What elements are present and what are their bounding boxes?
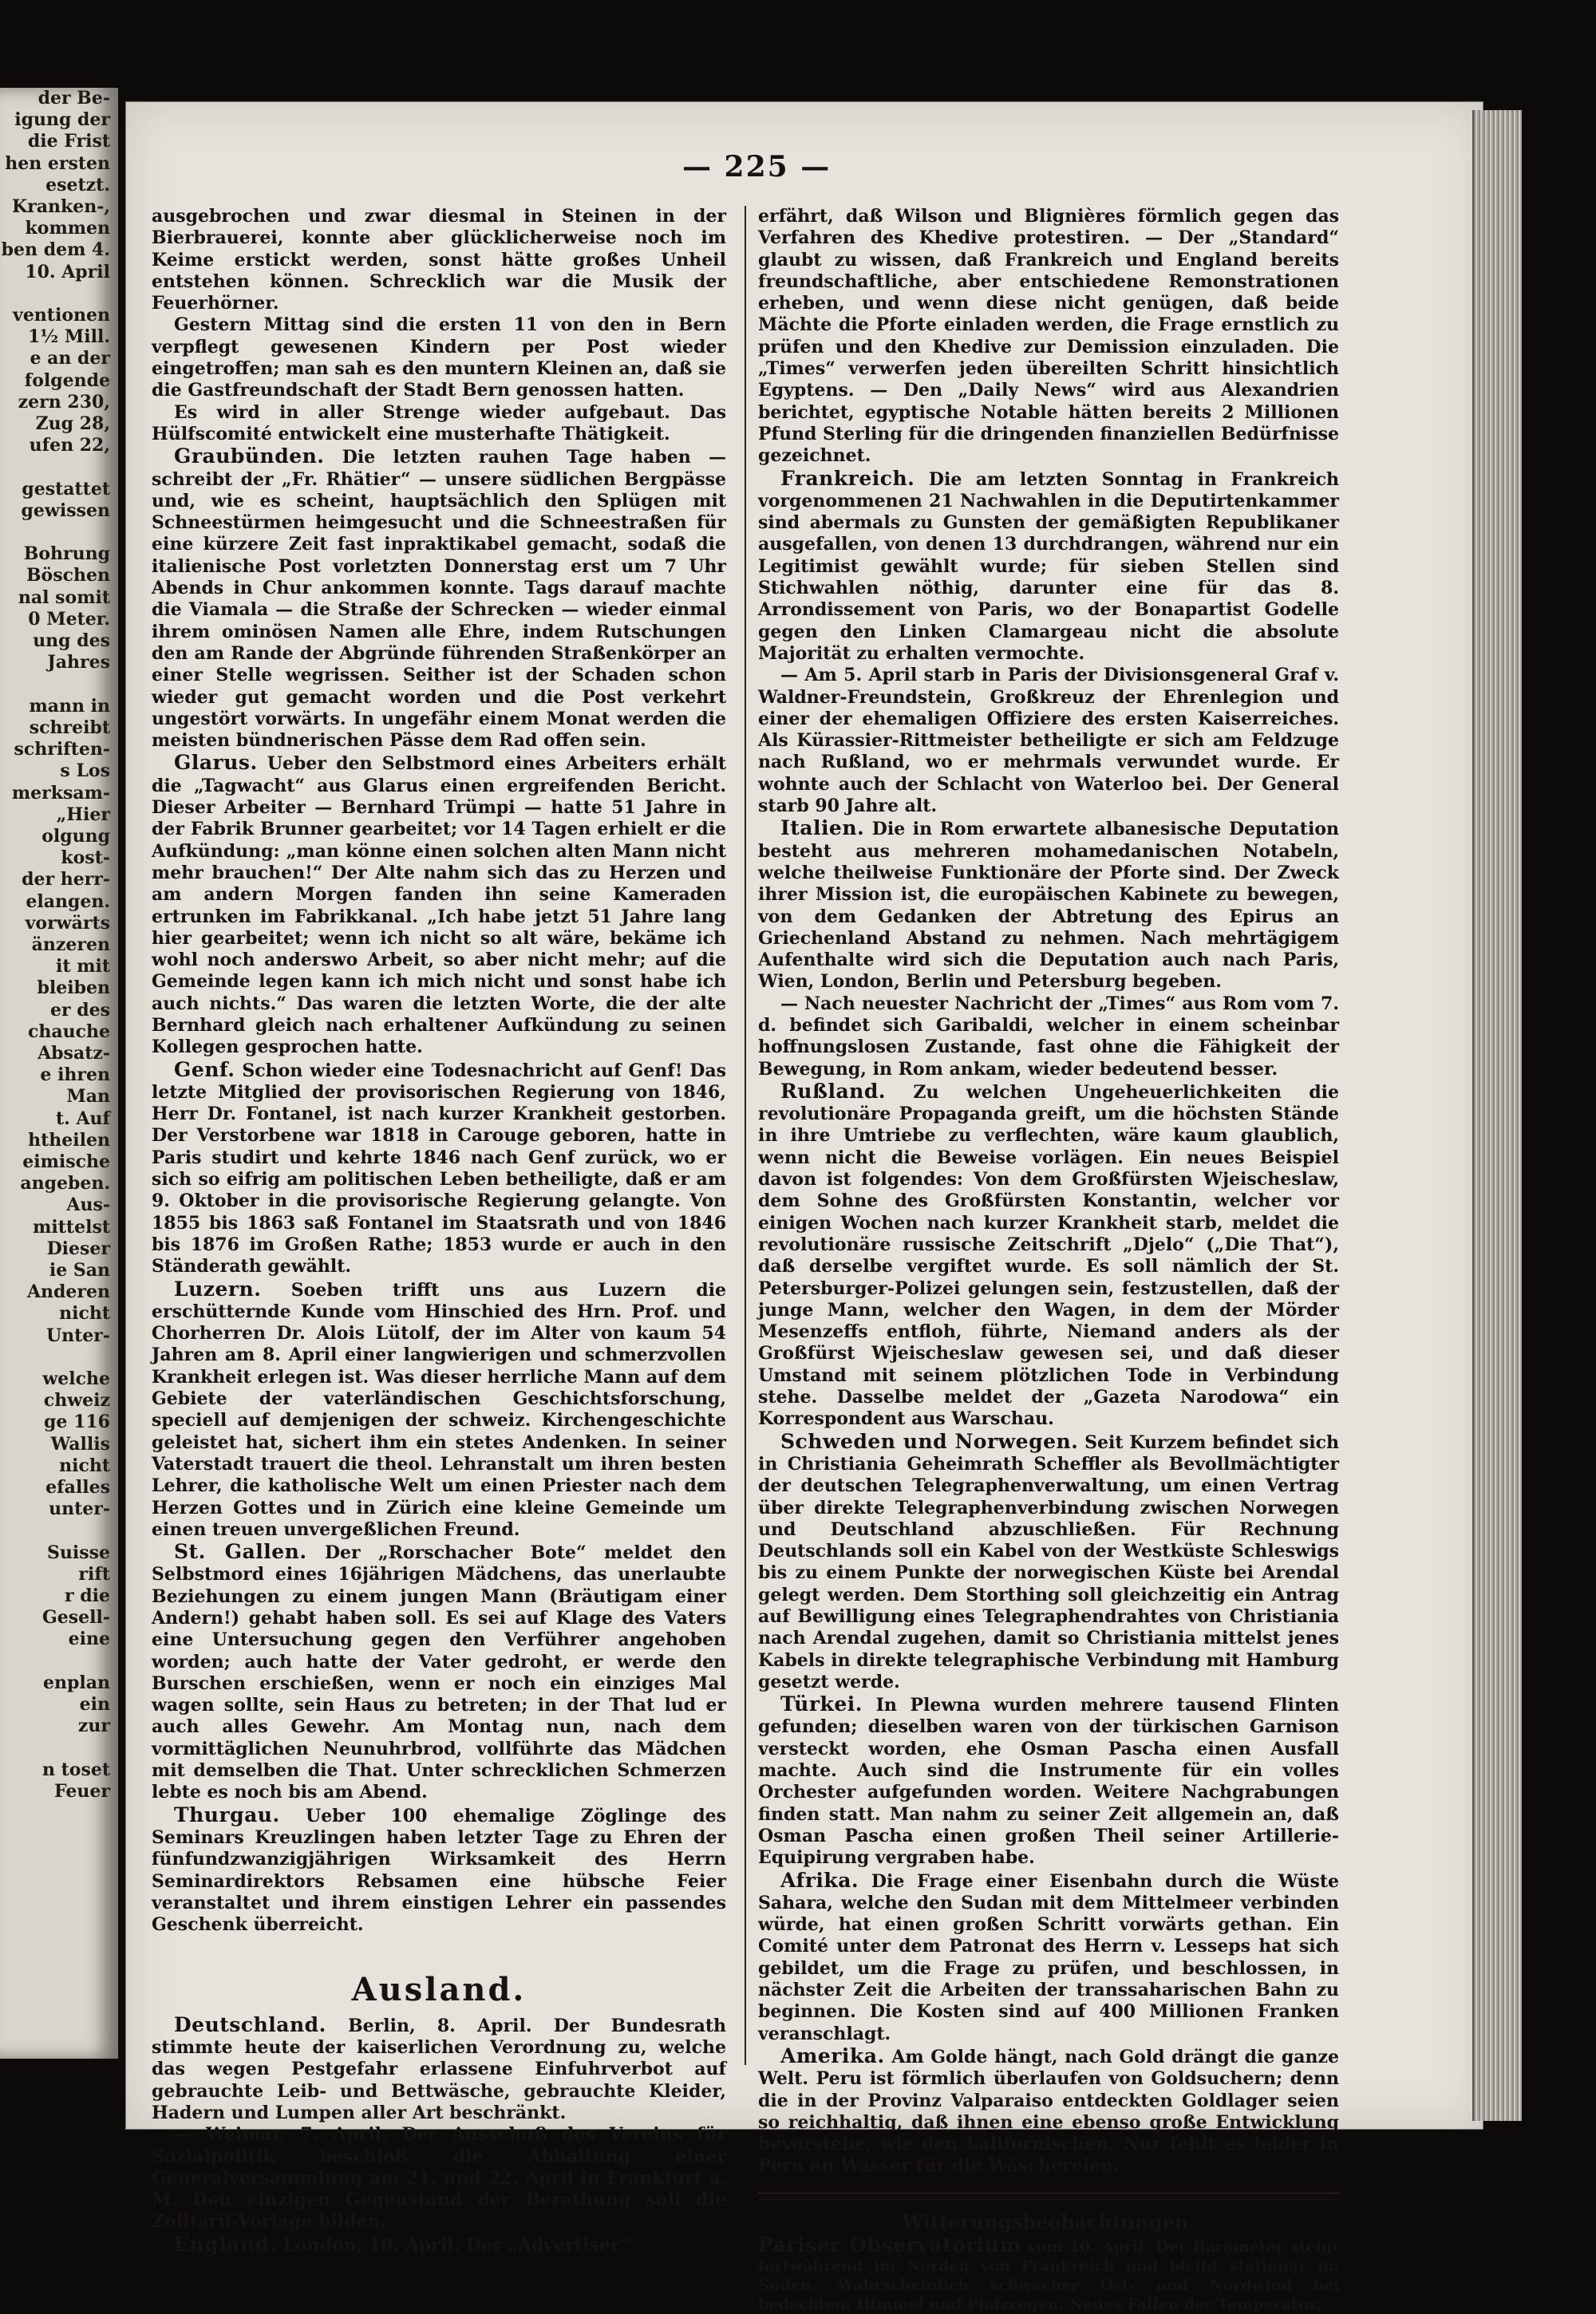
article-paragraph [152,2014,726,2124]
facing-page-line: der Be- [38,88,110,109]
facing-page-line: 0 Meter. [28,608,110,630]
weather-text: vom 10. April. Der Barometer steigt fortwährend im Norden von Frankreich und bleibt stationär im Süden. Wahrscheinlich schwacher Ost- und Nordwind bei bedecktem Himmel und Platzregen. Neues Fallen der Temperatur. [758,2238,1340,2314]
article-text: Ueber den Selbstmord eines Arbeiters erhält die „Tagwacht“ aus Glarus einen ergreifenden Bericht. Dieser Arbeiter — Bernhard Trümpi — hatte 51 Jahre in der Fabrik Brunner gearbeitet; vor 14 Tagen erhielt er die Aufkündung: „man könne einen solchen alten Mann nicht mehr brauchen!“ Der Alte nahm sich das zu Herzen und am andern Morgen fanden ihn seine Kameraden ertrunken im Fabrikkanal. „Ich habe jetzt 51 Jahre lang hier gearbeitet; wenn ich nicht so alt wäre, bekäme ich wohl noch anderswo Arbeit, so aber nicht mehr; auf die Gemeinde legen kann ich mich nicht und sonst habe ich auch nichts.“ Das waren die letzten Worte, die der alte Bernhard gleich nach erhaltener Aufkündung zu seinen Kollegen gesprochen hatte. [152,753,726,1058]
facing-page-line: ge 116 [44,1412,110,1433]
article-text: In Plewna wurden mehrere tausend Flinten gefunden; dieselben waren von der türkischen Garnison versteckt worden, ehe Osman Pascha einen Ausfall machte. Auch sind die Instrumente für ein volles Orchester aufgefunden worden. Weitere Nachgrabungen finden statt. Man nahm zu seiner Zeit allgemein an, daß Osman Pascha einen großen Theil seiner Artillerie-Equipirung vergraben habe. [758,1695,1339,1869]
facing-page-line: bleiben [37,977,110,999]
facing-page-line: hen ersten [5,152,110,174]
facing-page-line: Bohrung [23,543,110,565]
article-text: Die letzten rauhen Tage haben — schreibt der „Fr. Rhätier“ — unsere südlichen Bergpässe und, wie es scheint, hauptsächlich den Splügen mit Schneestürmen heimgesucht und die Schneestraßen für eine kürzere Zeit fast inpraktikabel gemacht, sodaß die italienische Post vorletzten Donnerstag erst um 7 Uhr Abends in Chur ankommen konnte. Tags darauf machte die Viamala — die Straße der Schrecken — wieder einmal ihrem ominösen Namen alle Ehre, indem Rutschungen den am Rande der Abgründe führenden Straßenkörper an einer Stelle wegrissen. Seither ist der Schaden schon wieder gut gemacht worden und die Post verkehrt ungestört vorwärts. In ungefähr einem Monat werden die meisten bündnerischen Pässe dem Rad offen sein. [152,447,726,752]
article-text: Berlin, 8. April. Der Bundesrath stimmte heute der kaiserlichen Verordnung zu, welche das wegen Pestgefahr erlassene Einfuhrverbot auf gebrauchte Leib- und Bettwäsche, gebrauchte Kleider, Hadern und Lumpen aller Art beschränkt. [152,2015,726,2123]
facing-page-line: vorwärts [25,912,110,934]
weather-box [758,2211,1339,2314]
article-paragraph [758,1693,1339,1869]
facing-page-line: elangen. [26,890,110,912]
article-text: ausgebrochen und zwar diesmal in Steinen in der Bierbrauerei, konnte aber glücklicherweise noch im Keime erstickt werden, sonst hätte großes Unheil entstehen können. Schrecklich war die Musik der Feuerhörner. [152,206,726,314]
facing-page-line: schreibt [29,717,110,738]
article-text: erfährt, daß Wilson und Blignières förmlich gegen das Verfahren des Khedive protestiren. — Der „Standard“ glaubt zu wissen, daß Frankreich und England bereits freundschaftliche, aber entschiedene Remonstrationen erheben, und wenn diese nicht genügen, daß beide Mächte die Pforte einladen werden, die Frage ernstlich zu prüfen und den Khedive zur Demission einzuladen. Die „Times“ verwerfen jeden übereilten Schritt hinsichtlich Egyptens. — Den „Daily News“ wird aus Alexandrien berichtet, egyptische Notable hätten bereits 2 Millionen Pfund Sterling für die dringenden finanziellen Bedürfnisse gezeichnet. [758,206,1339,467]
facing-page-line: Aus- [66,1195,110,1216]
double-rule [758,2192,1339,2200]
article-keyword: England. [174,2232,277,2256]
facing-page-line: änzeren [31,934,110,955]
article-keyword: Deutschland. [174,2012,326,2036]
facing-page-line: igung der [14,109,110,131]
facing-page-line: Zug 28, [35,413,110,435]
facing-page-line: gestattet [22,478,110,500]
facing-page-line: it mit [56,956,110,977]
article-keyword: St. Gallen. [174,1540,307,1564]
facing-page-line: ventionen [13,305,110,326]
article-text: — Nach neuester Nachricht der „Times“ aus Rom vom 7. d. befindet sich Garibaldi, welcher in einem scheinbar hoffnungslosen Zustande, fast ohne die Fähigkeit der Bewegung, in Rom ankam, wieder bedeutend besser. [758,993,1339,1080]
article-keyword: Türkei. [780,1692,863,1716]
facing-page-line: 10. April [25,261,110,282]
article-paragraph [152,2124,726,2233]
weather-paragraph [758,2233,1340,2314]
article-text: Ueber 100 ehemalige Zöglinge des Seminars Kreuzlingen haben letzter Tage zu Ehren der fünfundzwanzigjährigen Wirksamkeit des Herrn Seminardirektors Rebsamen eine hübsche Feier veranstaltet und ihrem einstigen Lehrer ein passendes Geschenk überreicht. [152,1805,726,1936]
facing-page-line: mann in [29,695,110,717]
facing-page-line: rift [78,1563,110,1585]
facing-page-text [0,88,118,1803]
article-paragraph [152,1541,726,1804]
article-keyword: Italien. [780,816,865,840]
facing-page-line: Anderen [26,1281,110,1303]
article-keyword: Frankreich. [780,466,915,490]
article-text: Die am letzten Sonntag in Frankreich vorgenommenen 21 Nachwahlen in die Deputirtenkammer sind abermals zu Gunsten der gemäßigten Republikaner ausgefallen, von denen 13 durchdrangen, während nur ein Legitimist gewählt wurde; für sieben Stellen sind Stichwahlen nöthig, darunter eine für das 8. Arrondissement von Paris, wo der Bonapartist Godelle gegen den Linken Clamargeau nicht die absolute Majorität zu erhalten vermochte. [758,468,1339,664]
facing-page-line: chauche [27,1021,110,1042]
facing-page-line: e an der [30,348,110,369]
facing-page-line: chweiz [43,1390,110,1412]
article-text: — Am 5. April starb in Paris der Divisionsgeneral Graf v. Waldner-Freundstein, Großkreuz der Ehrenlegion und einer der ehemaligen Offiziere des ersten Kaiserreiches. Als Kürassier-Rittmeister betheiligte er sich am Feldzuge nach Rußland, wo er mehrmals verwundet wurde. Er wohnte auch der Schlacht von Waterloo bei. Der General starb 90 Jahre alt. [758,665,1339,817]
article-paragraph [152,402,726,446]
facing-page-line: Böschen [26,565,110,586]
facing-page-line: s Los [60,760,110,782]
right-column [758,206,1339,2314]
article-text: Der „Rorschacher Bote“ meldet den Selbstmord eines 16jährigen Mädchens, das unerlaubte Beziehungen zu einem jungen Mann (Bräutigam einer Andern!) gehabt haben soll. Es sei auf Klage des Vaters eine Untersuchung gegen den Verführer angehoben worden; auch hatte der Vater gedroht, er werde den Burschen erschießen, wenn er noch ein einziges Mal wagen sollte, sein Haus zu betreten; in der That lud er auch alles Gewehr. Am Montag nun, nach dem vormittäglichen Neunuhrbrod, vollführte das Mädchen mit demselben die That. Unter schrecklichen Schmerzen lebte es noch bis am Abend. [152,1542,726,1803]
facing-page-line: enplan [43,1672,110,1693]
article-keyword: Luzern. [174,1277,262,1301]
facing-page-line: gewissen [21,500,110,521]
article-keyword: Glarus. [174,751,258,775]
facing-page-line: angeben. [20,1173,110,1195]
article-paragraph [152,1278,726,1542]
facing-page-line: die Frist [27,131,110,152]
article-paragraph [152,1804,726,1937]
facing-page-line: n toset [41,1759,110,1780]
article-paragraph [758,665,1339,817]
facing-page-line: t. Auf [55,1108,110,1129]
article-keyword: Genf. [174,1057,235,1081]
article-paragraph [758,468,1339,665]
facing-page-line: Absatz- [38,1042,110,1064]
weather-keyword: Pariser Observatorium [758,2233,1021,2257]
facing-page-line: r die [65,1585,110,1607]
article-text: Seit Kurzem befindet sich in Christiania Geheimrath Scheffler als Bevollmächtigter der deutschen Telegraphenverwaltung, um einen Vertrag über direkte Telegraphenverbindung zwischen Norwegen und Deutschland abzuschließen. Für Rechnung Deutschlands soll ein Kabel von der Westküste Schleswigs bis zu einem Punkte der norwegischen Küste bei Arendal gelegt werden. Dem Storthing soll gleichzeitig ein Antrag auf Bewilligung eines Telegraphendrahtes von Christiania nach Arendal zugehen, damit so Christiania mittelst jenes Kabels in direkte telegraphische Verbindung mit Hamburg gesetzt werde. [758,1431,1339,1692]
article-text: London, 10. April. Der „Advertiser“ [276,2234,630,2256]
column-rule [745,206,746,2065]
article-text: Die in Rom erwartete albanesische Deputation besteht aus mehreren mohamedanischen Notabeln, welche theilweise Funktionäre der Pforte sind. Der Zweck ihrer Mission ist, die europäischen Kabinete zu bewegen, von dem Gedanken der Abtretung des Epirus an Griechenland Abstand zu nehmen. Nach mehrtägigem Aufenthalte wird sich die Deputation auch nach Paris, Wien, London, Berlin und Petersburg begeben. [758,819,1339,993]
facing-page-line: zur [77,1716,110,1737]
facing-page-line: Feuer [54,1780,110,1802]
facing-page-line [0,1737,118,1759]
article-text: Am Golde hängt, nach Gold drängt die ganze Welt. Peru ist förmlich überlaufen von Goldsuchern; denn die in der Provinz Valparaiso entdeckten Goldlager seien so reichhaltig, daß ihnen eine ebenso große Entwicklung bevorstehe, wie den kalifornischen. Nur fehlt es leider in Peru an Wasser für die Wäschereien. [758,2046,1339,2177]
facing-page-line: kommen [25,218,110,239]
facing-page-line: Jahres [47,652,110,673]
facing-page-line: eine [68,1629,110,1650]
facing-page-line: kost- [61,847,110,869]
facing-page-line: welche [42,1368,110,1389]
facing-page-line [0,1651,118,1672]
facing-page-line: folgende [24,369,110,391]
facing-page-line: Suisse [46,1542,110,1563]
facing-page-line: ein [79,1694,110,1716]
article-keyword: Thurgau. [174,1803,280,1826]
facing-page-line: schriften- [14,739,110,760]
article-paragraph [152,1059,726,1278]
article-text: Es wird in aller Strenge wieder aufgebaut. Das Hülfscomité entwickelt eine musterhafte Thätigkeit. [152,401,726,444]
facing-page-line: nicht [59,1455,110,1476]
article-text: Soeben trifft uns aus Luzern die erschütternde Kunde vom Hinschied des Hrn. Prof. und Chorherren Dr. Alois Lütolf, der im Alter von kaum 54 Jahren am 8. April einer langwierigen und schmerzvollen Krankheit erlegen ist. Was dieser herrliche Mann auf dem Gebiete der vaterländischen Geschichtsforschung, speciell auf demjenigen der schweiz. Kirchengeschichte geleistet hat, sichert ihm ein stetes Andenken. In seiner Vaterstadt trauert die theol. Lehranstalt um ihren besten Lehrer, die katholische Welt um einen Priester nach dem Herzen Gottes und in Zürich eine kleine Gemeinde um einen treuen unvergeßlichen Freund. [152,1279,726,1540]
facing-page-line: Wallis [50,1433,110,1455]
weather-title: Witterungsbeobachtungen. [902,2209,1195,2233]
article-text: Gestern Mittag sind die ersten 11 von den in Bern verpflegt gewesenen Kindern per Post wieder eingetroffen; man sah es den muntern Kleinen an, daß sie die Gastfreundschaft der Stadt Bern genossen hatten. [152,314,726,401]
facing-page-line: der herr- [22,869,110,890]
facing-page-fragment [0,88,118,2059]
right-column-articles [758,206,1339,2178]
facing-page-line: er des [49,999,110,1021]
article-paragraph [152,314,726,401]
article-text: Zu welchen Ungeheuerlichkeiten die revolutionäre Propaganda greift, um die höchsten Stände in ihre Umtriebe zu verflechten, wäre kaum glaublich, wenn nicht die Beweise vorlägen. Ein neues Beispiel davon ist folgendes: Von dem Großfürsten Wjeischeslaw, dem Sohne des Großfürsten Konstantin, welcher vor einigen Wochen nach kurzer Krankheit starb, meldet die revolutionäre russische Zeitschrift „Djelo“ („Die That“), daß derselbe vergiftet wurde. Es soll nämlich der St. Petersburger-Polizei gelungen sein, festzustellen, daß der junge Mann, welcher den Wagen, in dem der Mörder Mesenzeffs entfloh, führte, Niemand anders als der Großfürst Wjeischeslaw gewesen sei, und daß dieser Umstand mit seinem plötzlichen Tode in Verbindung stehe. Dasselbe meldet der „Gazeta Narodowa“ ein Korrespondent aus Warschau. [758,1081,1339,1430]
article-paragraph [152,2233,726,2257]
facing-page-line: eimische [22,1151,110,1172]
facing-page-line [0,1347,118,1368]
facing-page-line: e ihren [40,1064,110,1086]
article-text: Die Frage einer Eisenbahn durch die Wüste Sahara, welche den Sudan mit dem Mittelmeer verbinden würde, hat einen großen Schritt vorwärts gethan. Ein Comité unter dem Patronat des Herrn v. Lesseps hat sich gebildet, um die Frage zu prüfen, und beschlossen, in nächster Zeit die Arbeiten der transsaharischen Bahn zu beginnen. Die Kosten sind auf 400 Millionen Franken veranschlagt. [758,1870,1339,2044]
facing-page-line: merksam- [11,782,110,804]
facing-page-line [0,1520,118,1542]
facing-page-line [0,673,118,695]
facing-page-line: Gesell- [41,1607,110,1629]
section-heading-ausland: Ausland. [351,1971,527,2009]
facing-page-line: zern 230, [18,391,110,413]
article-paragraph [152,445,726,752]
article-paragraph [152,206,726,314]
article-paragraph [152,752,726,1058]
article-paragraph [758,1870,1339,2045]
article-paragraph [758,993,1339,1080]
facing-page-line: ufen 22, [29,435,110,456]
facing-page-line: esetzt. [45,174,110,195]
facing-page-line: Dieser [46,1238,110,1259]
ausland-articles [152,2014,726,2257]
facing-page-line: nicht [59,1303,110,1325]
article-paragraph [758,1080,1339,1431]
article-paragraph [758,206,1339,468]
facing-page-line: ie San [49,1259,110,1281]
facing-page-line: nal somit [18,586,110,608]
article-paragraph [758,817,1339,993]
facing-page-line: ung des [33,630,110,652]
article-keyword: Amerika. [780,2044,885,2067]
article-keyword: Schweden und Norwegen. [780,1429,1079,1453]
article-keyword: Rußland. [780,1079,887,1103]
facing-page-line [0,522,118,543]
facing-page-line: ben dem 4. [1,239,110,261]
article-paragraph [758,1431,1339,1694]
facing-page-line: 1½ Mill. [28,326,110,348]
article-text: Schon wieder eine Todesnachricht auf Genf! Das letzte Mitglied der provisorischen Regierung von 1846, Herr Dr. Fontanel, ist nach kurzer Krankheit gestorben. Der Verstorbene war 1818 in Carouge geboren, hatte in Paris studirt und kehrte 1846 nach Genf zurück, wo er sich so eifrig am politischen Leben betheiligte, daß er am 9. Oktober in die provisorische Regierung gelangte. Von 1855 bis 1863 saß Fontanel im Staatsrath und von 1846 bis 1876 im Großen Rathe; 1853 wurde er auch in den Ständerath gewählt. [152,1060,726,1277]
facing-page-line [0,456,118,478]
facing-page-line: efalles [45,1477,110,1498]
page-number: — 225 — [682,150,832,184]
facing-page-line: olgung [41,825,110,847]
facing-page-line: unter- [49,1499,110,1520]
left-column [152,206,726,2257]
facing-page-line: Unter- [45,1325,110,1346]
facing-page-line: mittelst [33,1216,110,1238]
facing-page-line: htheilen [28,1129,110,1151]
facing-page-line: Man [66,1086,110,1108]
facing-page-line: Kranken-, [12,196,110,218]
facing-page-line: „Hier [56,804,110,825]
article-paragraph [758,2045,1339,2178]
left-column-articles [152,206,726,1936]
page-edges [1472,110,1522,2121]
article-text: — Weimar, 7. April. Der Ausschuß des Vereins für Sozialpolitik beschloß die Abhaltung einer Generalversammlung am 21. und 22. April in Frankfurt a. M. Den einzigen Gegenstand der Berathung soll die Zolltarif-Vorlage bilden. [152,2124,726,2233]
facing-page-line [0,283,118,305]
article-keyword: Afrika. [780,1868,859,1892]
article-keyword: Graubünden. [174,444,325,468]
